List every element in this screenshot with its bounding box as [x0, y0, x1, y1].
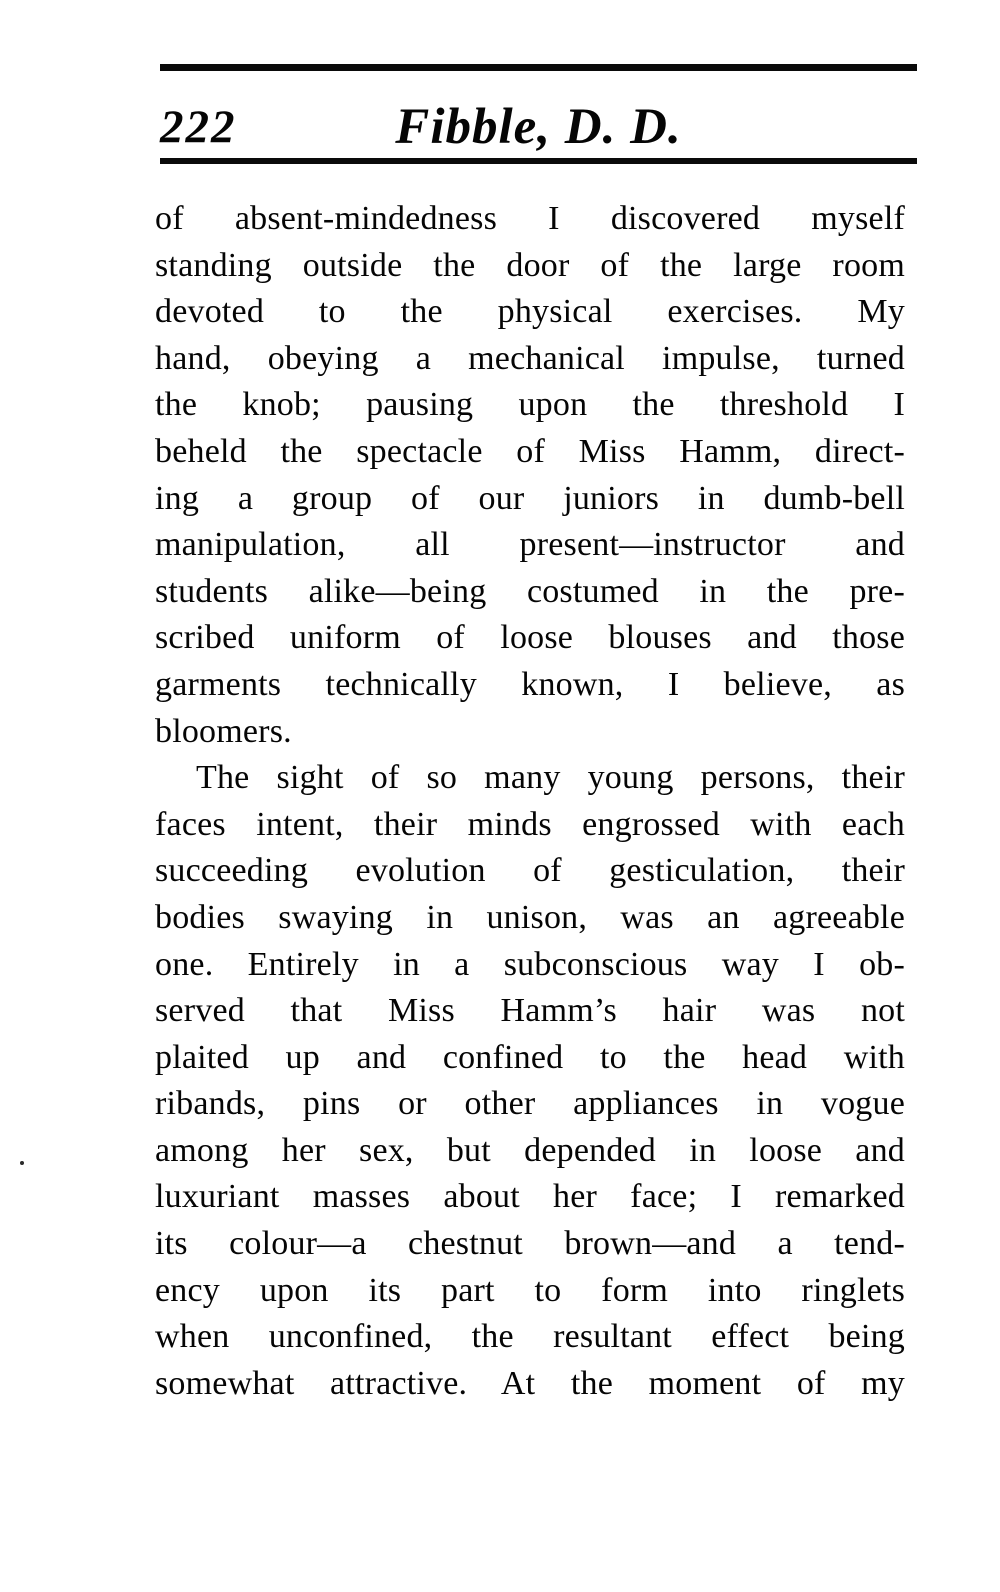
text-line: ency upon its part to form into ringlets [155, 1271, 905, 1309]
text-line: succeeding evolution of gesticulation, their [155, 852, 905, 890]
text-line: its colour—a chestnut brown—and a tend- [155, 1225, 905, 1263]
text-line: when unconfined, the resultant effect being [155, 1318, 905, 1356]
header-rule-top [160, 64, 917, 71]
text-line: somewhat attractive. At the moment of my [155, 1364, 905, 1402]
ink-speck [20, 1161, 24, 1165]
text-line: beheld the spectacle of Miss Hamm, direct- [155, 432, 905, 470]
text-line: bloomers. [155, 712, 292, 750]
running-title: Fibble, D. D. [395, 99, 682, 155]
text-line: devoted to the physical exercises. My [155, 293, 905, 331]
paragraph [155, 755, 905, 1407]
text-line: plaited up and confined to the head with [155, 1038, 905, 1076]
text-line: standing outside the door of the large room [155, 246, 905, 284]
text-line: garments technically known, I believe, as [155, 665, 905, 703]
text-line: hand, obeying a mechanical impulse, turned [155, 339, 905, 377]
text-line: one. Entirely in a subconscious way I ob- [155, 945, 905, 983]
running-header [160, 64, 917, 164]
page-number: 222 [160, 101, 237, 153]
text-line: manipulation, all present—instructor and [155, 526, 905, 564]
header-rule-bottom [160, 158, 917, 164]
text-line: The sight of so many young persons, their [196, 759, 905, 797]
text-line: scribed uniform of loose blouses and those [155, 619, 905, 657]
text-line: ing a group of our juniors in dumb-bell [155, 479, 905, 517]
text-line: students alike—being costumed in the pre- [155, 572, 905, 610]
text-line: served that Miss Hamm’s hair was not [155, 992, 905, 1030]
page-body [155, 196, 905, 1407]
text-line: luxuriant masses about her face; I remarked [155, 1178, 905, 1216]
header-row [160, 71, 917, 158]
text-line: bodies swaying in unison, was an agreeable [155, 898, 905, 936]
text-line: faces intent, their minds engrossed with each [155, 805, 905, 843]
text-line: the knob; pausing upon the threshold I [155, 386, 905, 424]
paragraph [155, 196, 905, 755]
text-line: ribands, pins or other appliances in vogue [155, 1085, 905, 1123]
text-line: of absent-mindedness I discovered myself [155, 200, 905, 237]
text-line: among her sex, but depended in loose and [155, 1131, 905, 1169]
